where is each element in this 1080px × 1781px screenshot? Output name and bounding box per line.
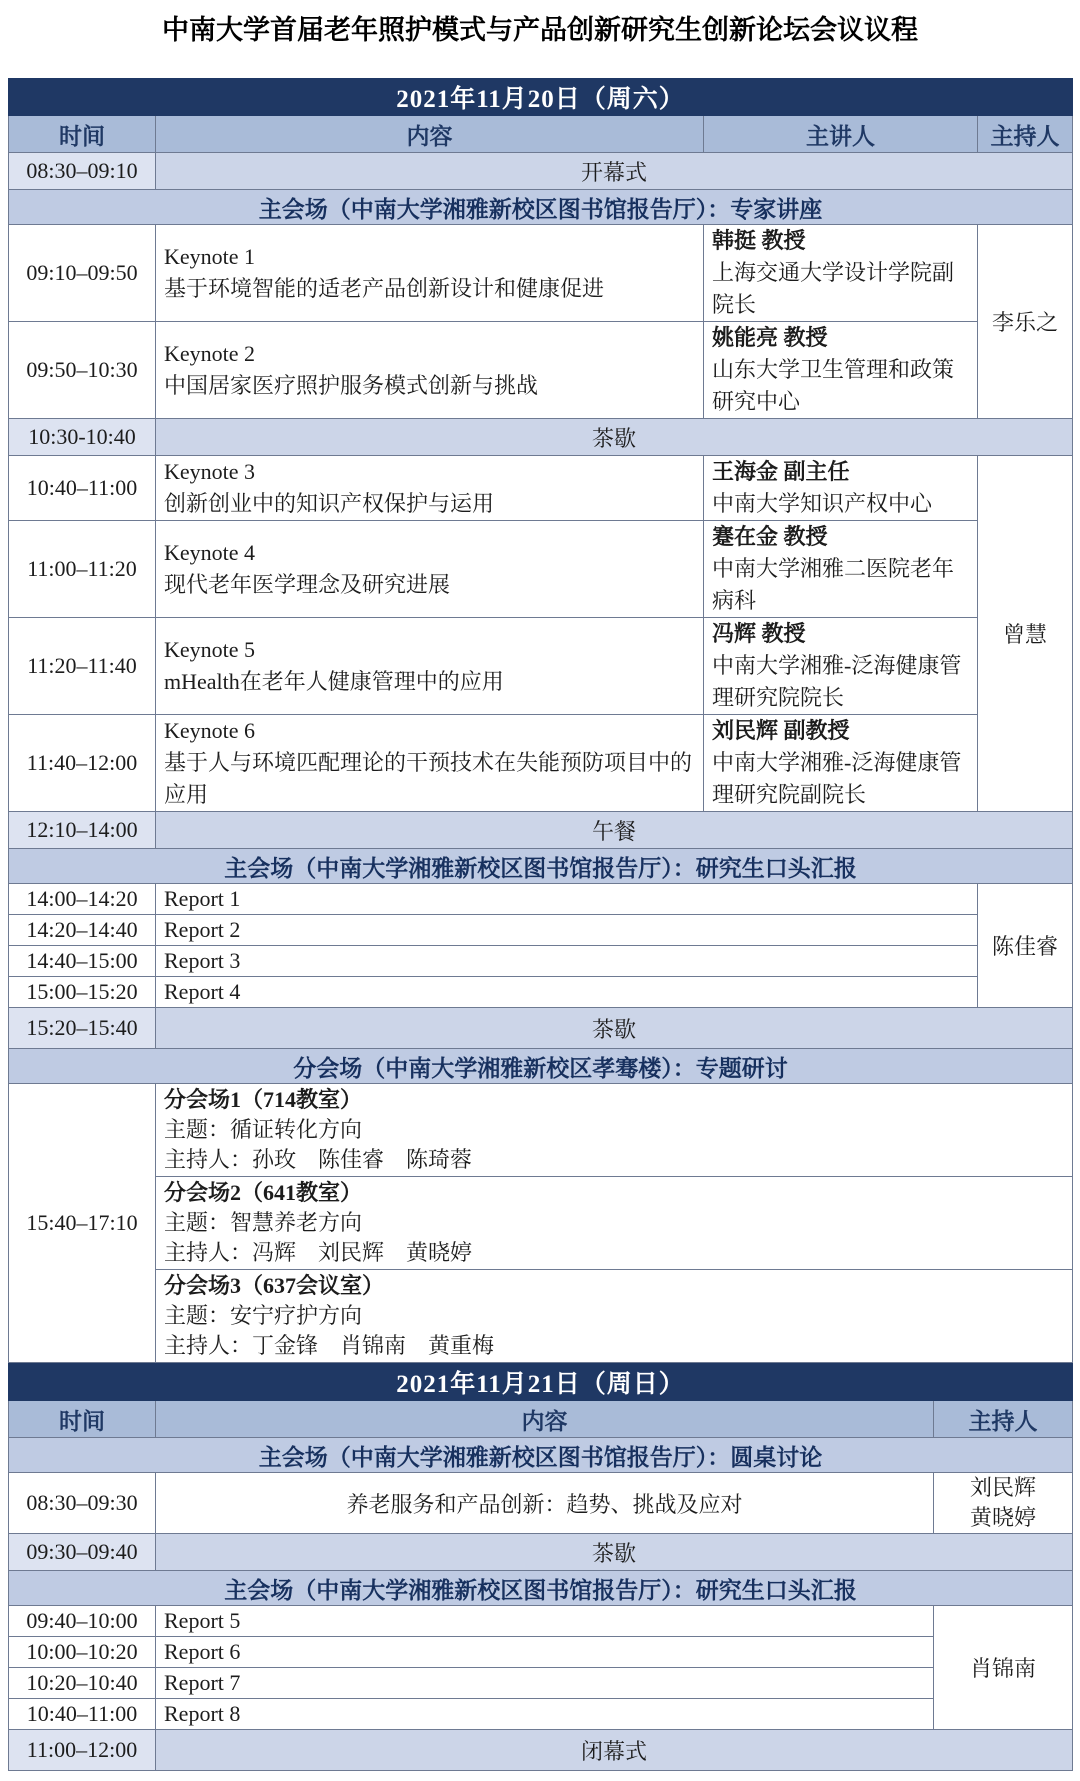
keynote3-title: Keynote 3 [164,459,256,484]
keynote5-topic: mHealth在老年人健康管理中的应用 [164,669,504,694]
breakout1-hosts: 主持人：孙玫 陈佳睿 陈琦蓉 [164,1147,473,1172]
host-morning1: 李乐之 [978,225,1073,419]
report7-label: Report 7 [156,1668,934,1699]
report4-label: Report 4 [156,977,978,1008]
report6-time: 10:00–10:20 [9,1637,156,1668]
keynote4-row [9,521,1073,618]
keynote4-time: 11:00–11:20 [9,521,156,618]
keynote3-content [156,456,704,521]
breakout-time: 15:40–17:10 [9,1084,156,1363]
lunch-time: 12:10–14:00 [9,812,156,849]
tea-break1-time: 10:30-10:40 [9,419,156,456]
keynote4-speaker-affiliation: 中南大学湘雅二医院老年病科 [712,556,955,613]
breakout1-cell [156,1084,1073,1177]
keynote6-time: 11:40–12:00 [9,715,156,812]
day2-col-header-host: 主持人 [934,1401,1073,1438]
keynote5-speaker-name: 冯辉 教授 [712,621,806,646]
keynote2-row [9,322,1073,419]
roundtable-time: 08:30–09:30 [9,1473,156,1534]
keynote3-speaker-affiliation: 中南大学知识产权中心 [712,491,933,516]
keynote6-content [156,715,704,812]
report7-row [9,1668,1073,1699]
breakout2-hosts: 主持人：冯辉 刘民辉 黄晓婷 [164,1240,473,1265]
title-gap [8,50,1072,78]
tea-break1-label: 茶歇 [156,419,1073,456]
closing-ceremony-row [9,1730,1073,1771]
breakout3-row [9,1270,1073,1363]
day2-col-header-time: 时间 [9,1401,156,1438]
keynote2-time: 09:50–10:30 [9,322,156,419]
keynote2-title: Keynote 2 [164,341,256,366]
day2-tea-break-time: 09:30–09:40 [9,1534,156,1571]
keynote2-topic: 中国居家医疗照护服务模式创新与挑战 [164,373,539,398]
report2-row [9,915,1073,946]
keynote6-title: Keynote 6 [164,718,256,743]
keynote4-title: Keynote 4 [164,540,256,565]
report8-row [9,1699,1073,1730]
day1-column-header-row [9,116,1073,153]
report5-label: Report 5 [156,1606,934,1637]
report1-label: Report 1 [156,884,978,915]
tea-break2-label: 茶歇 [156,1008,1073,1049]
keynote1-speaker-affiliation: 上海交通大学设计学院副院长 [712,260,955,317]
keynote3-row [9,456,1073,521]
keynote1-speaker-name: 韩挺 教授 [712,228,806,253]
keynote2-speaker-affiliation: 山东大学卫生管理和政策研究中心 [712,357,955,414]
keynote3-topic: 创新创业中的知识产权保护与运用 [164,491,495,516]
keynote5-speaker-affiliation: 中南大学湘雅-泛海健康管理研究院院长 [712,653,962,710]
keynote2-speaker [704,322,978,419]
day2-col-header-content: 内容 [156,1401,934,1438]
tea-break2-time: 15:20–15:40 [9,1008,156,1049]
section-header-roundtable: 主会场（中南大学湘雅新校区图书馆报告厅）：圆桌讨论 [9,1438,1073,1473]
keynote6-topic: 基于人与环境匹配理论的干预技术在失能预防项目中的应用 [164,750,693,807]
keynote4-topic: 现代老年医学理念及研究进展 [164,572,451,597]
section-header-lectures: 主会场（中南大学湘雅新校区图书馆报告厅）：专家讲座 [9,190,1073,225]
keynote2-content [156,322,704,419]
section-header-reports-day1: 主会场（中南大学湘雅新校区图书馆报告厅）：研究生口头汇报 [9,849,1073,884]
breakout1-row [9,1084,1073,1177]
day2-tea-break-row [9,1534,1073,1571]
lunch-label: 午餐 [156,812,1073,849]
day1-col-header-speaker: 主讲人 [704,116,978,153]
breakout3-name: 分会场3（637会议室） [164,1273,385,1298]
keynote6-speaker-affiliation: 中南大学湘雅-泛海健康管理研究院副院长 [712,750,962,807]
report5-row [9,1606,1073,1637]
report2-label: Report 2 [156,915,978,946]
report4-row [9,977,1073,1008]
tea-break2-row [9,1008,1073,1049]
keynote3-time: 10:40–11:00 [9,456,156,521]
keynote1-content [156,225,704,322]
report6-label: Report 6 [156,1637,934,1668]
keynote6-speaker [704,715,978,812]
day2-tea-break-label: 茶歇 [156,1534,1073,1571]
day2-date-header: 2021年11月21日（周日） [9,1364,1073,1401]
report4-time: 15:00–15:20 [9,977,156,1008]
breakout3-theme: 主题：安宁疗护方向 [164,1303,363,1328]
day1-col-header-time: 时间 [9,116,156,153]
day1-section-reports-row [9,849,1073,884]
day2-table [8,1363,1073,1771]
keynote3-speaker-name: 王海金 副主任 [712,459,850,484]
breakout3-hosts: 主持人：丁金锋 肖锦南 黄重梅 [164,1333,495,1358]
keynote4-speaker-name: 蹇在金 教授 [712,524,828,549]
lunch-row [9,812,1073,849]
roundtable-host-line2: 黄晓婷 [969,1505,1036,1530]
keynote5-content [156,618,704,715]
roundtable-host-line1: 刘民辉 [969,1475,1036,1500]
keynote1-speaker [704,225,978,322]
day2-section-reports-row [9,1571,1073,1606]
keynote2-speaker-name: 姚能亮 教授 [712,325,828,350]
roundtable-row [9,1473,1073,1534]
host-reports-day2: 肖锦南 [934,1606,1073,1730]
breakout2-row [9,1177,1073,1270]
closing-time: 11:00–12:00 [9,1730,156,1771]
closing-label: 闭幕式 [156,1730,1073,1771]
breakout3-cell [156,1270,1073,1363]
day1-date-row [9,79,1073,116]
keynote5-row [9,618,1073,715]
opening-time: 08:30–09:10 [9,153,156,190]
keynote3-speaker [704,456,978,521]
host-morning2: 曾慧 [978,456,1073,812]
roundtable-topic: 养老服务和产品创新：趋势、挑战及应对 [156,1473,934,1534]
keynote5-title: Keynote 5 [164,637,256,662]
keynote5-time: 11:20–11:40 [9,618,156,715]
report2-time: 14:20–14:40 [9,915,156,946]
breakout2-cell [156,1177,1073,1270]
keynote1-time: 09:10–09:50 [9,225,156,322]
day1-table [8,78,1073,1363]
day1-col-header-host: 主持人 [978,116,1073,153]
keynote1-topic: 基于环境智能的适老产品创新设计和健康促进 [164,276,605,301]
report3-row [9,946,1073,977]
page-title: 中南大学首届老年照护模式与产品创新研究生创新论坛会议议程 [162,15,918,45]
roundtable-host [934,1473,1073,1534]
report1-time: 14:00–14:20 [9,884,156,915]
report1-row [9,884,1073,915]
keynote1-title: Keynote 1 [164,244,256,269]
host-reports-day1: 陈佳睿 [978,884,1073,1008]
opening-label: 开幕式 [156,153,1073,190]
day2-date-row [9,1364,1073,1401]
keynote6-row [9,715,1073,812]
report6-row [9,1637,1073,1668]
report7-time: 10:20–10:40 [9,1668,156,1699]
section-header-reports-day2: 主会场（中南大学湘雅新校区图书馆报告厅）：研究生口头汇报 [9,1571,1073,1606]
report8-label: Report 8 [156,1699,934,1730]
breakout2-name: 分会场2（641教室） [164,1180,363,1205]
keynote4-content [156,521,704,618]
breakout2-theme: 主题：智慧养老方向 [164,1210,363,1235]
report3-time: 14:40–15:00 [9,946,156,977]
report8-time: 10:40–11:00 [9,1699,156,1730]
day1-section-breakout-row [9,1049,1073,1084]
day2-column-header-row [9,1401,1073,1438]
breakout1-name: 分会场1（714教室） [164,1087,363,1112]
keynote5-speaker [704,618,978,715]
keynote4-speaker [704,521,978,618]
day1-section-lectures-row [9,190,1073,225]
keynote1-row [9,225,1073,322]
tea-break1-row [9,419,1073,456]
section-header-breakout: 分会场（中南大学湘雅新校区孝骞楼）：专题研讨 [9,1049,1073,1084]
opening-ceremony-row [9,153,1073,190]
report5-time: 09:40–10:00 [9,1606,156,1637]
day2-section-roundtable-row [9,1438,1073,1473]
report3-label: Report 3 [156,946,978,977]
breakout1-theme: 主题：循证转化方向 [164,1117,363,1142]
day1-col-header-content: 内容 [156,116,704,153]
day1-date-header: 2021年11月20日（周六） [9,79,1073,116]
keynote6-speaker-name: 刘民辉 副教授 [712,718,850,743]
